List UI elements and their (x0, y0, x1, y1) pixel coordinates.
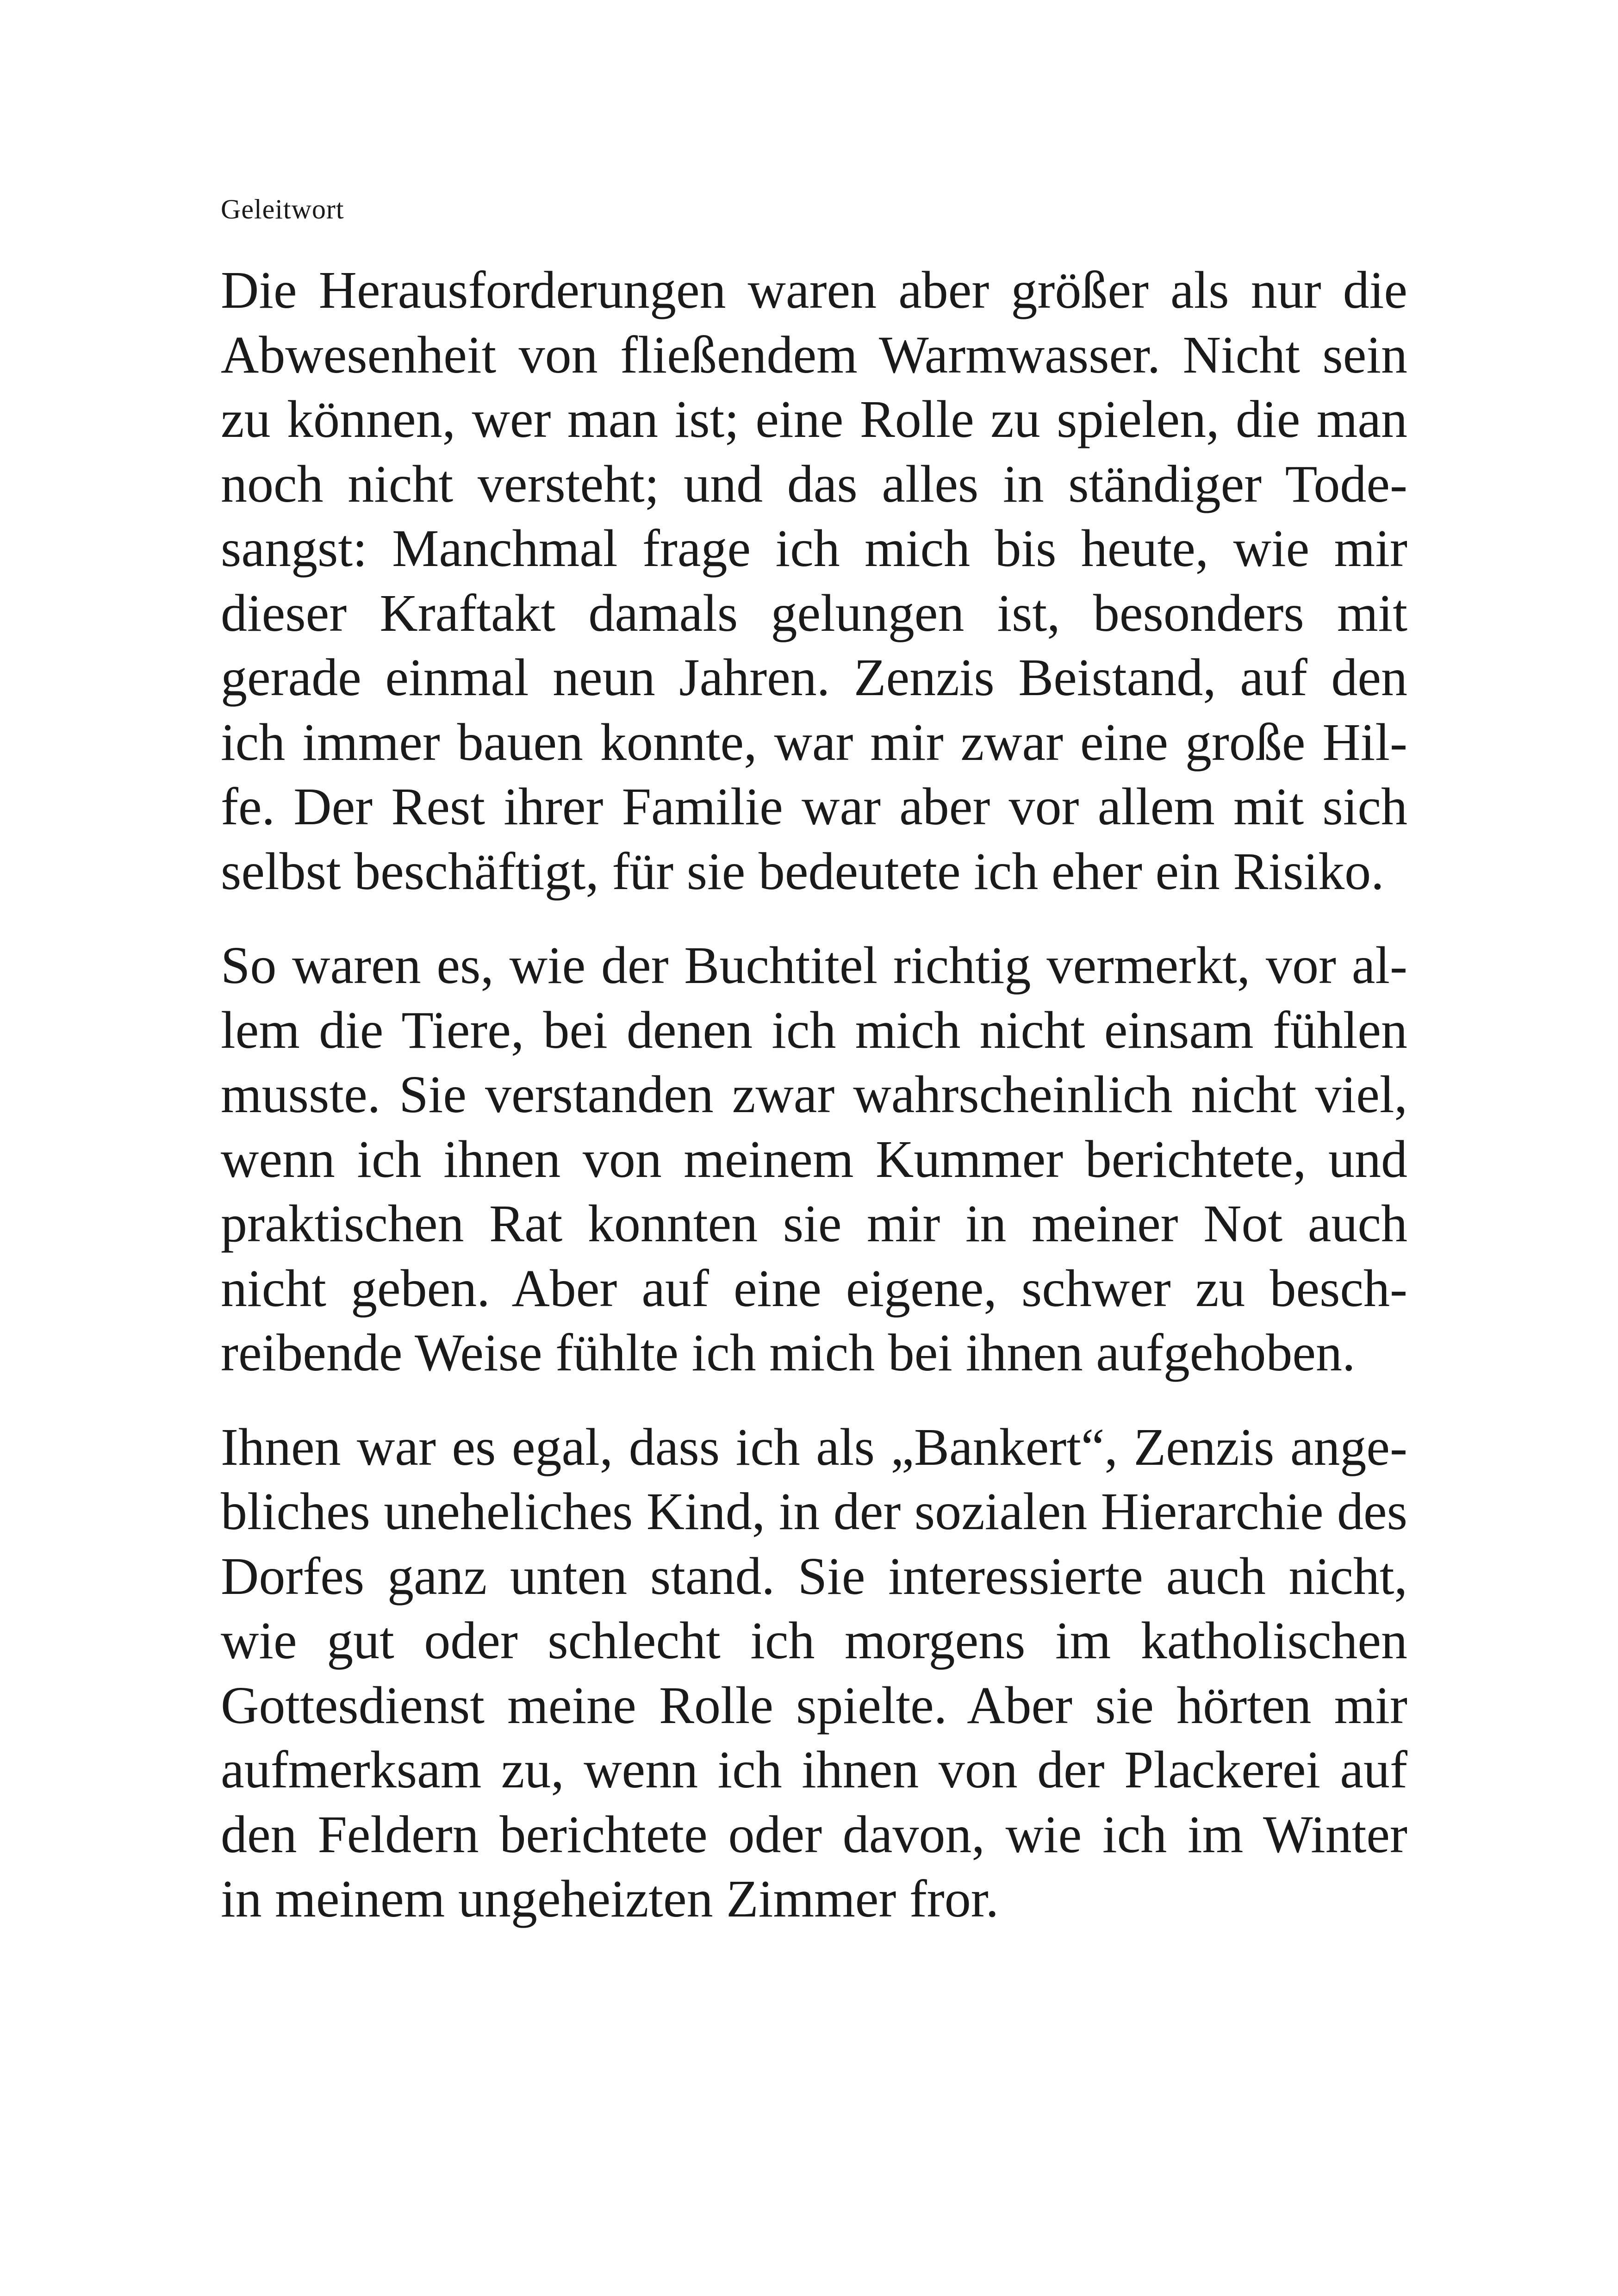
running-head: Geleitwort (221, 194, 344, 224)
text-line: aufmerksam zu, wenn ich ihnen von der Plackerei auf (221, 1740, 1407, 1799)
text-line: dieser Kraftakt damals gelungen ist, besonders mit (221, 583, 1407, 642)
text-line: fe. Der Rest ihrer Familie war aber vor allem mit sich (221, 777, 1407, 836)
text-line: So waren es, wie der Buchtitel richtig vermerkt, vor al- (221, 936, 1407, 995)
paragraph (221, 1415, 1407, 1931)
text-line: Gottesdienst meine Rolle spielte. Aber sie hörten mir (221, 1675, 1407, 1735)
text-line: den Feldern berichtete oder davon, wie ich im Winter (221, 1804, 1407, 1864)
text-line: sangst: Manchmal frage ich mich bis heute, wie mir (221, 519, 1407, 578)
paragraph (221, 933, 1407, 1385)
body-text (221, 258, 1407, 1961)
text-line: ich immer bauen konnte, war mir zwar eine große Hil- (221, 712, 1407, 772)
text-line: wenn ich ihnen von meinem Kummer berichtete, und (221, 1129, 1407, 1188)
text-line: lem die Tiere, bei denen ich mich nicht einsam fühlen (221, 1000, 1407, 1059)
text-line: zu können, wer man ist; eine Rolle zu spielen, die man (221, 390, 1407, 448)
text-line: praktischen Rat konnten sie mir in meiner Not auch (221, 1194, 1407, 1253)
text-line: in meinem ungeheizten Zimmer fror. (221, 1869, 999, 1928)
text-line: Abwesenheit von fließendem Warmwasser. Nicht sein (221, 325, 1407, 384)
text-line: musste. Sie verstanden zwar wahrscheinlich nicht viel, (221, 1065, 1407, 1124)
text-line: Dorfes ganz unten stand. Sie interessierte auch nicht, (221, 1546, 1407, 1605)
text-line: Ihnen war es egal, dass ich als „Bankert“, Zenzis ange- (221, 1417, 1407, 1476)
text-line: bliches uneheliches Kind, in der sozialen Hierarchie des (221, 1482, 1407, 1541)
text-line: wie gut oder schlecht ich morgens im katholischen (221, 1611, 1407, 1670)
text-line: reibende Weise fühlte ich mich bei ihnen aufgehoben. (221, 1323, 1356, 1382)
text-line: selbst beschäftigt, für sie bedeutete ich eher ein Risiko. (221, 841, 1384, 901)
text-line: nicht geben. Aber auf eine eigene, schwer zu besch- (221, 1258, 1407, 1318)
text-line: noch nicht versteht; und das alles in ständiger Tode- (221, 454, 1407, 513)
paragraph (221, 258, 1407, 903)
text-line: Die Herausforderungen waren aber größer als nur die (221, 261, 1407, 319)
text-line: gerade einmal neun Jahren. Zenzis Beistand, auf den (221, 648, 1407, 707)
